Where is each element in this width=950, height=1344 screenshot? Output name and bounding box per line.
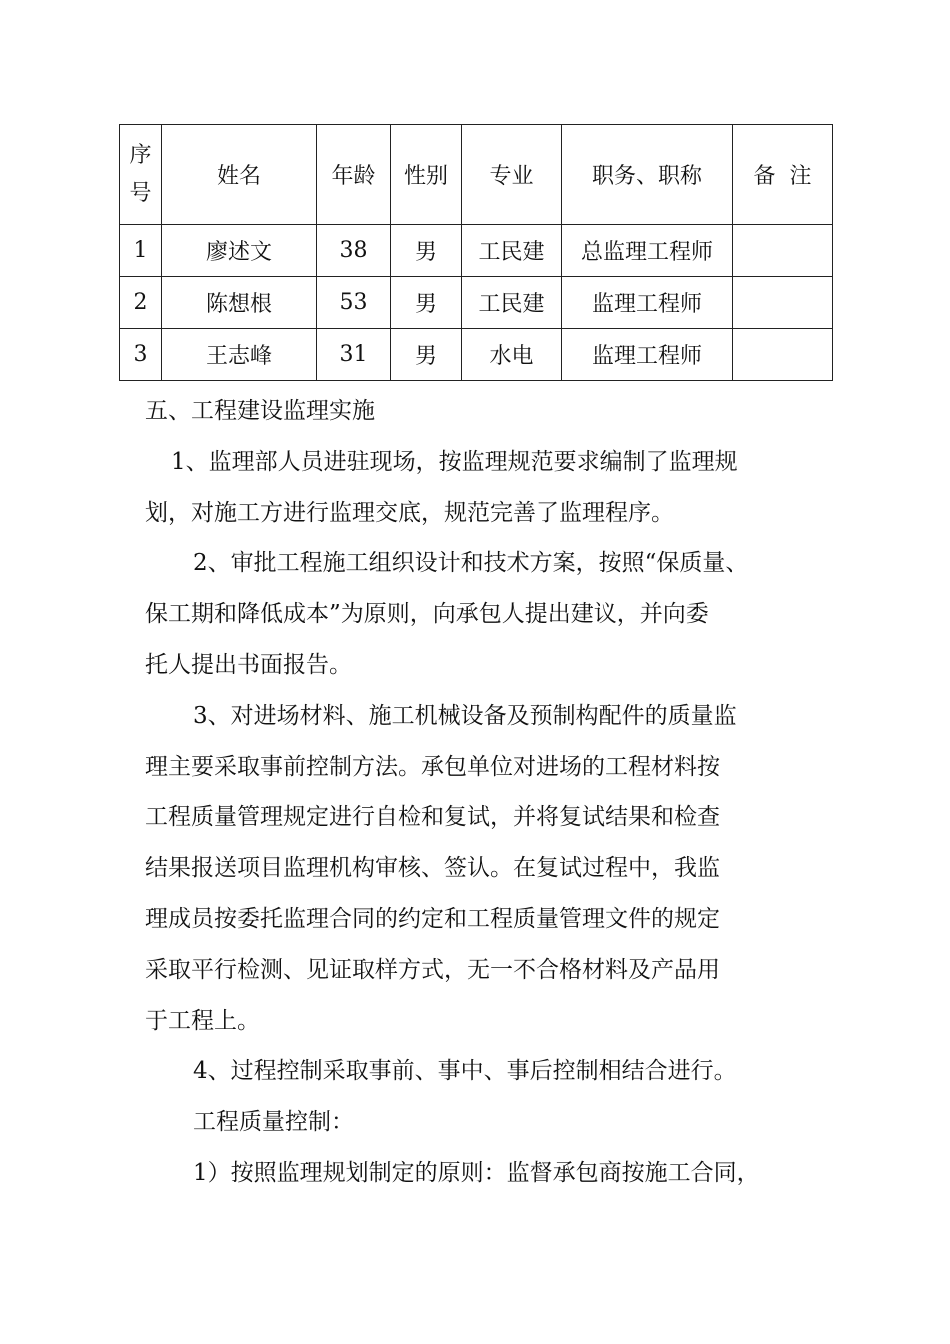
- paragraph-3-line: 采取平行检测、见证取样方式，无一不合格材料及产品用: [145, 956, 720, 983]
- document-body: [145, 386, 845, 1199]
- cell-title: 总监理工程师: [562, 225, 733, 277]
- header-name: 姓名: [162, 125, 317, 225]
- cell-title: 监理工程师: [562, 329, 733, 381]
- paragraph-1-line: 1、监理部人员进驻现场，按监理规范要求编制了监理规: [171, 448, 738, 475]
- cell-remark: [733, 277, 833, 329]
- header-major: 专业: [462, 125, 562, 225]
- paragraph-3-line: 结果报送项目监理机构审核、签认。在复试过程中，我监: [145, 855, 720, 882]
- cell-gender: 男: [391, 329, 462, 381]
- cell-age: 53: [317, 277, 391, 329]
- cell-gender: 男: [391, 225, 462, 277]
- header-remark: 备 注: [733, 125, 833, 225]
- cell-seq: 3: [120, 329, 162, 381]
- section-heading: 五、工程建设监理实施: [145, 398, 375, 424]
- cell-major: 工民建: [462, 225, 562, 277]
- paragraph-2-line: 托人提出书面报告。: [145, 651, 352, 678]
- header-gender: 性别: [391, 125, 462, 225]
- paragraph-3-line: 于工程上。: [145, 1007, 260, 1034]
- table-row: [120, 225, 833, 277]
- cell-remark: [733, 329, 833, 381]
- paragraph-3-line: 工程质量管理规定进行自检和复试，并将复试结果和检查: [145, 804, 720, 831]
- header-age: 年龄: [317, 125, 391, 225]
- cell-age: 31: [317, 329, 391, 381]
- cell-name: 王志峰: [162, 329, 317, 381]
- paragraph-5: 1）按照监理规划制定的原则：监督承包商按施工合同，: [193, 1159, 760, 1186]
- paragraph-4: 4、过程控制采取事前、事中、事后控制相结合进行。: [193, 1058, 737, 1085]
- header-seq: 序 号: [120, 125, 162, 225]
- paragraph-2-line: 2、审批工程施工组织设计和技术方案，按照“保质量、: [193, 550, 749, 577]
- table-header-row: [120, 125, 833, 225]
- paragraph-3-line: 理主要采取事前控制方法。承包单位对进场的工程材料按: [145, 753, 720, 780]
- table-row: [120, 277, 833, 329]
- cell-title: 监理工程师: [562, 277, 733, 329]
- paragraph-1-line: 划，对施工方进行监理交底，规范完善了监理程序。: [145, 499, 674, 526]
- cell-seq: 2: [120, 277, 162, 329]
- cell-gender: 男: [391, 277, 462, 329]
- staff-table: [119, 124, 833, 381]
- cell-name: 陈想根: [162, 277, 317, 329]
- cell-seq: 1: [120, 225, 162, 277]
- header-title: 职务、职称: [562, 125, 733, 225]
- cell-remark: [733, 225, 833, 277]
- paragraph-3-line: 3、对进场材料、施工机械设备及预制构配件的质量监: [193, 702, 737, 729]
- cell-major: 工民建: [462, 277, 562, 329]
- cell-name: 廖述文: [162, 225, 317, 277]
- sub-heading: 工程质量控制：: [193, 1109, 354, 1136]
- paragraph-2-line: 保工期和降低成本”为原则，向承包人提出建议，并向委: [145, 601, 709, 628]
- cell-age: 38: [317, 225, 391, 277]
- cell-major: 水电: [462, 329, 562, 381]
- table-row: [120, 329, 833, 381]
- paragraph-3-line: 理成员按委托监理合同的约定和工程质量管理文件的规定: [145, 905, 720, 932]
